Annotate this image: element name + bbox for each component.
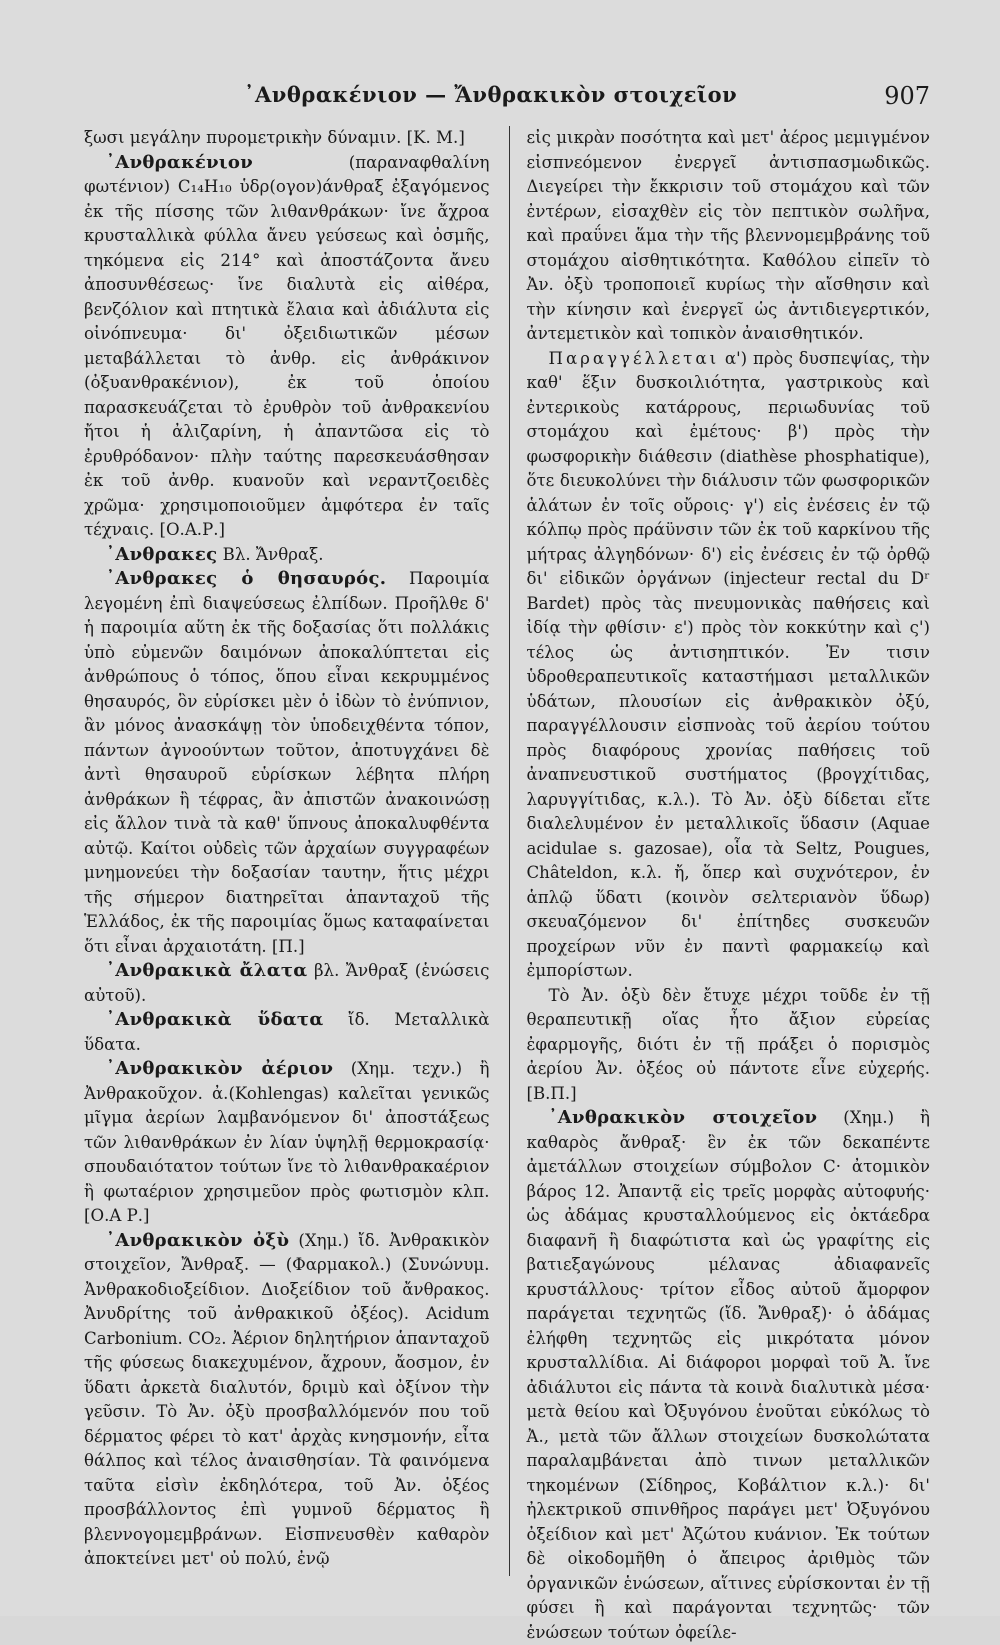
dictionary-entry xyxy=(84,1057,489,1229)
dictionary-entry xyxy=(84,126,489,151)
entry-headword: ᾿Ανθρακικὸν στοιχεῖον xyxy=(548,1107,818,1128)
dictionary-entry xyxy=(84,151,489,543)
entry-text: α') πρὸς δυσπεψίας, τὴν καθ' ἕξιν δυσκοιλιότητα, γαστρικοὺς καὶ ἐντερικοὺς κατάρρους, περιωδυνίας τοῦ στομάχου καὶ ἐμέτους· β') πρὸς τὴν φωσφορικὴν διάθεσιν (diathèse phosphatique), ὅτε διευκολύνει τὴν διάλυσιν τῶν φωσφορικῶν ἁλάτων ἐν τοῖς οὔροις· γ') εἰς ἐνέσεις ἐν τῷ κόλπῳ πρὸς πράϋνσιν τῶν ἐκ τοῦ καρκίνου τῆς μήτρας ἀλγηδόνων· δ') εἰς ἐνέσεις ἐν τῷ ὀρθῷ δι' εἰδικῶν ὀργάνων (injecteur rectal du Dʳ Bardet) πρὸς τὰς πνευμονικὰς παθήσεις καὶ ἰδίᾳ τὴν φθίσιν· ε') πρὸς τὸν κοκκύτην καὶ ς') τέλος ὡς ἀντισηπτικόν. Ἐν τισιν ὑδροθεραπευτικοῖς καταστήμασι μεταλλικῶν ὑδάτων, πλουσίων εἰς ἀνθρακικὸν ὀξύ, παραγγέλλουσιν εἰσπνοὰς τοῦ ἀερίου τούτου πρὸς διαφόρους χρονίας παθήσεις τοῦ ἀναπνευστικοῦ συστήματος (βρογχίτιδας, λαρυγγίτιδας, κ.λ.). Τὸ Ἀν. ὀξὺ δίδεται εἴτε διαλελυμένον ἐν μεταλλικοῖς ὕδασιν (Aquae acidulae s. gazosae), οἷα τὰ Seltz, Pougues, Châteldon, κ.λ. ἤ, ὅπερ καὶ συχνότερον, ἐν ἁπλῷ ὕδατι (κοινὸν σελτεριανὸν ὕδωρ) σκευαζόμενον δι' ἐπίτηδες συσκευῶν προχείρων νῦν ἐν παντὶ φαρμακείῳ καὶ ἐμπορίστων. xyxy=(526,348,930,980)
right-column xyxy=(509,126,930,1642)
left-column xyxy=(84,126,489,1576)
entry-headword: ᾿Ανθρακικὰ ἄλατα xyxy=(106,960,308,981)
entry-headword: ᾿Ανθρακικὸν ἀέριον xyxy=(106,1058,334,1079)
entry-text: ἴδ. Μεταλλικὰ ὕδατα. xyxy=(84,1010,490,1054)
entry-spaced-word: Παραγγέλλεται xyxy=(548,348,720,368)
entry-headword: ᾿Ανθρακένιον xyxy=(106,151,254,173)
dictionary-entry xyxy=(84,543,489,568)
page-number: 907 xyxy=(884,82,930,110)
entry-text: βλ. Ἄνθραξ (ἑνώσεις αὐτοῦ). xyxy=(84,961,490,1005)
entry-text: Τὸ Ἀν. ὀξὺ δὲν ἔτυχε μέχρι τοῦδε ἐν τῇ θεραπευτικῇ οἵας ἦτο ἄξιον εὐρείας ἐφαρμογῆς, διότι ἐν τῇ πράξει ὁ πορισμὸς ἀερίου Ἀν. ὀξέος οὐ πάντοτε εἶνε εὐχερής. [Β.Π.] xyxy=(526,985,930,1103)
entry-text: (Χημ. τεχν.) ἢ Ἀνθρακοῦχον. ἀ.(Kohlengas) καλεῖται γενικῶς μῖγμα ἀερίων λαμβανόμενον δι' ἀποστάξεως τῶν λιθανθράκων ἐν λίαν ὑψηλῇ θερμοκρασίᾳ· σπουδαιότατον τούτων ἴνε τὸ λιθανθρακαέριον ἢ φωταέριον χρησιμεῦον πρὸς φωτισμὸν κλπ. [Ο.Α Ρ.] xyxy=(84,1059,490,1225)
dictionary-entry xyxy=(526,1106,930,1645)
dictionary-entry xyxy=(84,567,489,959)
entry-text: εἰς μικρὰν ποσότητα καὶ μετ' ἀέρος μεμιγμένον εἰσπνεόμενον ἐνεργεῖ ἀντισπασμωδικῶς. Διεγείρει τὴν ἔκκρισιν τοῦ στομάχου καὶ τῶν ἐντέρων, εἰσαχθὲν εἰς τὸν πεπτικὸν σωλῆνα, καὶ πραΰνει ἅμα τὴν τῆς βλεννομεμβράνης τοῦ στομάχου αἰσθητικότητα. Καθόλου εἰπεῖν τὸ Ἀν. ὀξὺ τροποποιεῖ κυρίως τὴν αἴσθησιν καὶ τὴν κίνησιν καὶ ἐνεργεῖ ὡς ἀντιδιεγερτικόν, ἀντεμετικὸν καὶ τοπικὸν ἀναισθητικόν. xyxy=(526,128,930,343)
dictionary-entry xyxy=(84,959,489,1008)
dictionary-entry xyxy=(526,347,930,984)
entry-headword: ᾿Ανθρακικὸν ὀξὺ xyxy=(106,1229,290,1251)
dictionary-entry xyxy=(84,1008,489,1057)
entry-headword: ᾿Ανθρακες ὁ θησαυρός. xyxy=(106,568,387,589)
entry-headword: ᾿Ανθρακες xyxy=(106,543,218,565)
entry-text: (Χημ.) ἢ καθαρὸς ἄνθραξ· ἓν ἐκ τῶν δεκαπέντε ἀμετάλλων στοιχείων σύμβολον C· ἀτομικὸν βάρος 12. Ἀπαντᾷ εἰς τρεῖς μορφὰς αὐτοφυής· ὡς ἀδάμας κρυσταλλούμενος εἰς ὀκτάεδρα διαφανῆ ἢ διαφώτιστα καὶ ὡς γραφίτης εἰς βατιεξαγώνους μέλανας ἀδιαφανεῖς κρυστάλλους· τρίτον εἶδος αὐτοῦ ἄμορφον παράγεται τεχνητῶς (ἴδ. Ἄνθραξ)· ὁ ἀδάμας ἐλήφθη τεχνητῶς εἰς μικρότατα μόνον κρυσταλλίδια. Αἱ διάφοροι μορφαὶ τοῦ Ἀ. ἴνε ἀδιάλυτοι εἰς πάντα τὰ κοινὰ διαλυτικὰ μέσα· μετὰ θείου καὶ Ὀξυγόνου ἑνοῦται εὐκόλως τὸ Ἀ., μετὰ τῶν ἄλλων στοιχείων δυσκολώτατα παραλαμβάνεται ἀπὸ τινων μεταλλικῶν τηκομένων (Σίδηρος, Κοβάλτιον κ.λ.)· δι' ἠλεκτρικοῦ σπινθῆρος παράγει μετ' Ὀξυγόνου ὀξείδιον καὶ μετ' Ἀζώτου κυάνιον. Ἐκ τούτων δὲ οἰκοδομῆθη ὁ ἄπειρος ἀριθμὸς τῶν ὀργανικῶν ἑνώσεων, αἵτινες εὑρίσκονται ἐν τῇ φύσει ἢ καὶ παράγονται τεχνητῶς· τῶν ἑνώσεων τούτων ὀφείλε- xyxy=(526,1108,930,1642)
dictionary-entry xyxy=(84,1229,489,1572)
dictionary-entry xyxy=(526,984,930,1107)
running-head: ᾿Ανθρακένιον — Ἄνθρακικὸν στοιχεῖον xyxy=(244,82,738,107)
page-header xyxy=(84,82,930,118)
entry-headword: ᾿Ανθρακικὰ ὕδατα xyxy=(106,1009,324,1030)
entry-text: Παροιμία λεγομένη ἐπὶ διαψεύσεως ἐλπίδων. Προῆλθε δ' ἡ παροιμία αὕτη ἐκ τῆς δοξασίας ὅτι πολλάκις ὑπὸ εὐμενῶν δαιμόνων ἀποκαλύπτεται εἰς ἀνθρώπους ὁ τόπος, ὅπου εἶναι κεκρυμμένος θησαυρός, ὃν εὑρίσκει μὲν ὁ ἰδὼν τὸ ἐνύπνιον, ἂν μόνος ἀνασκάψῃ τὸν ὑποδειχθέντα τόπον, πάντων ἀγνοούντων τοῦτον, ἀποτυγχάνει δὲ ἀντὶ θησαυροῦ εὑρίσκων λέβητα πλήρη ἀνθράκων ἢ τέφρας, ἂν ἀπιστῶν ἀνακοινώσῃ εἰς ἄλλον τινὰ τὰ καθ' ὕπνους ἀποκαλυφθέντα αὐτῷ. Καίτοι οὐδεὶς τῶν ἀρχαίων συγγραφέων μνημονεύει τὴν δοξασίαν ταυτην, ἥτις μέχρι τῆς σήμερον διατηρεῖται ἁπανταχοῦ τῆς Ἑλλάδος, ἐκ τῆς παροιμίας ὅμως καταφαίνεται ὅτι εἶναι ἀρχαιοτάτη. [Π.] xyxy=(84,569,490,956)
entry-text: (παραναφθαλίνη φωτένιον) C₁₄H₁₀ ὑδρ(ογον)άνθραξ ἐξαγόμενος ἐκ τῆς πίσσης τῶν λιθανθράκων· ἴνε ἄχροα κρυσταλλικὰ φύλλα ἄνευ γεύσεως καὶ ὀσμῆς, τηκόμενα εἰς 214° καὶ ἀποστάζοντα ἄνευ ἀποσυνθέσεως· ἴνε διαλυτὰ εἰς αἰθέρα, βενζόλιον καὶ πτητικὰ ἔλαια καὶ ἀδιάλυτα εἰς οἰνόπνευμα· δι' ὀξειδιωτικῶν μέσων μεταβάλλεται τὸ ἀνθρ. εἰς ἀνθράκινον (ὀξυανθρακένιον), ἐκ τοῦ ὁποίου παρασκευάζεται τὸ ἐρυθρὸν τοῦ ἀνθρακενίου ἤτοι ἡ ἀλιζαρίνη, ἡ ἀπαντῶσα εἰς τὸ ἐρυθρόδανον· πλὴν ταύτης παρεσκευάσθησαν ἐκ τοῦ ἀνθρ. κυανοῦν καὶ νεραντζοειδὲς χρῶμα· χρησιμοποιοῦμεν ἀμφότερα ἐν ταῖς τέχναις. [Ο.Α.Ρ.] xyxy=(84,152,490,539)
entry-text: ξωσι μεγάλην πυρομετρικὴν δύναμιν. [Κ. Μ.] xyxy=(84,128,465,147)
entry-text: Βλ. Ἄνθραξ. xyxy=(217,544,324,564)
entry-text: (Χημ.) ἴδ. Ἀνθρακικὸν στοιχεῖον, Ἄνθραξ. — (Φαρμακολ.) (Συνώνυμ. Ἀνθρακοδιοξείδιον. Διοξείδιον τοῦ ἄνθρακος. Ἀνυδρίτης τοῦ ἀνθρακικοῦ ὀξέος). Acidum Carbonium. CO₂. Ἀέριον δηλητήριον ἁπανταχοῦ τῆς φύσεως διακεχυμένον, ἄχρουν, ἄοσμον, ἐν ὕδατι ἀρκετὰ διαλυτόν, δριμὺ καὶ ὀξίνον τὴν γεῦσιν. Τὸ Ἀν. ὀξὺ προσβαλλόμενόν που τοῦ δέρματος φέρει τὸ κατ' ἀρχὰς κνησμονήν, εἶτα θάλπος καὶ τέλος ἀναισθησίαν. Τὰ φαινόμενα ταῦτα εἰσὶν ἐκδηλότερα, τοῦ Ἀν. ὀξέος προσβάλλοντος ἐπὶ γυμνοῦ δέρματος ἢ βλεννογομεμβράνων. Εἰσπνευσθὲν καθαρὸν ἀποκτείνει μετ' οὐ πολύ, ἐνῷ xyxy=(84,1230,490,1568)
text-columns xyxy=(84,126,930,1642)
dictionary-entry xyxy=(526,126,930,347)
